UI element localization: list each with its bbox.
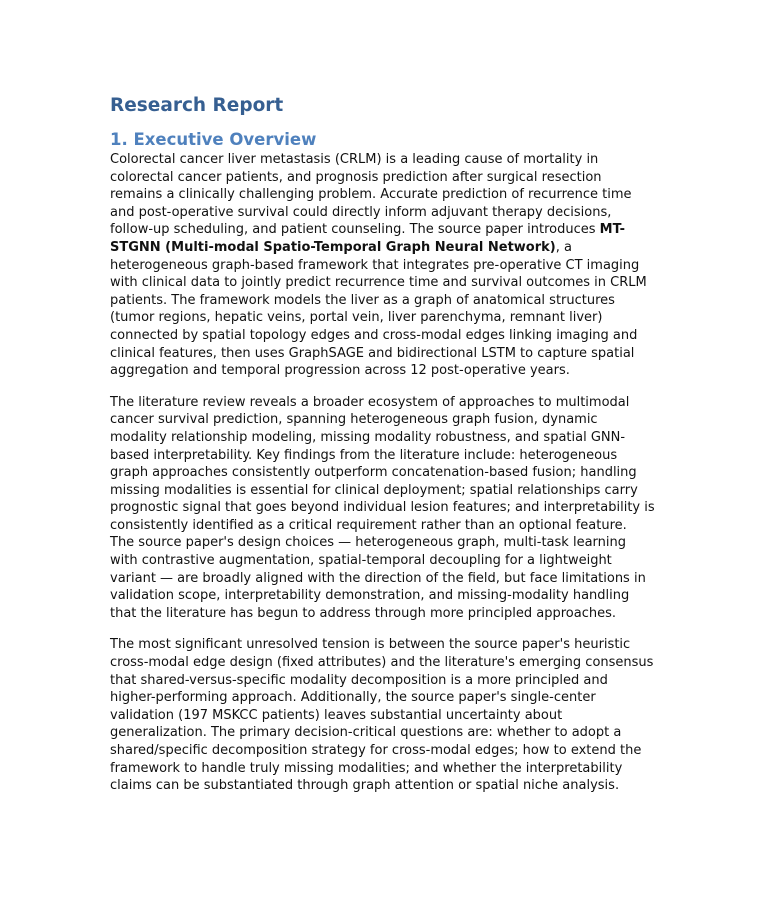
paragraph-1 [110,151,655,380]
report-document [110,94,655,809]
paragraph-1-bold-model-name: MT-STGNN (Multi-modal Spatio-Temporal Graph Neural Network) [110,222,625,255]
paragraph-3: The most significant unresolved tension is between the source paper's heuristic cross-modal edge design (fixed attributes) and the literature's emerging consensus that shared-versus-specific modality decomposition is a more principled and higher-performing approach. Additionally, the source paper's single-center validation (197 MSKCC patients) leaves substantial uncertainty about generalization. The primary decision-critical questions are: whether to adopt a shared/specific decomposition strategy for cross-modal edges; how to extend the framework to handle truly missing modalities; and whether the interpretability claims can be substantiated through graph attention or spatial niche analysis. [110,637,654,794]
report-title: Research Report [110,95,284,116]
paragraph-1-text-b: , a heterogeneous graph-based framework that integrates pre-operative CT imaging with clinical data to jointly predict recurrence time and survival outcomes in CRLM patients. The framework models the liver as a graph of anatomical structures (tumor regions, hepatic veins, portal vein, liver parenchyma, remnant liver) connected by spatial topology edges and cross-modal edges linking imaging and clinical features, then uses GraphSAGE and bidirectional LSTM to capture spatial aggregation and temporal progression across 12 post-operative years. [110,239,647,379]
paragraph-1-text-a: Colorectal cancer liver metastasis (CRLM) is a leading cause of mortality in colorectal cancer patients, and prognosis prediction after surgical resection remains a clinically challenging problem. Accurate prediction of recurrence time and post-operative survival could directly inform adjuvant therapy decisions, follow-up scheduling, and patient counseling. The source paper introduces [110,152,632,238]
section-heading-executive-overview: 1. Executive Overview [110,130,317,149]
paragraph-2: The literature review reveals a broader ecosystem of approaches to multimodal cancer survival prediction, spanning heterogeneous graph fusion, dynamic modality relationship modeling, missing modality robustness, and spatial GNN-based interpretability. Key findings from the literature include: heterogeneous graph approaches consistently outperform concatenation-based fusion; handling missing modalities is essential for clinical deployment; spatial relationships carry prognostic signal that goes beyond individual lesion features; and interpretability is consistently identified as a critical requirement rather than an optional feature. The source paper's design choices — heterogeneous graph, multi-task learning with contrastive augmentation, spatial-temporal decoupling for a lightweight variant — are broadly aligned with the direction of the field, but face limitations in validation scope, interpretability demonstration, and missing-modality handling that the literature has begun to address through more principled approaches. [110,394,655,621]
